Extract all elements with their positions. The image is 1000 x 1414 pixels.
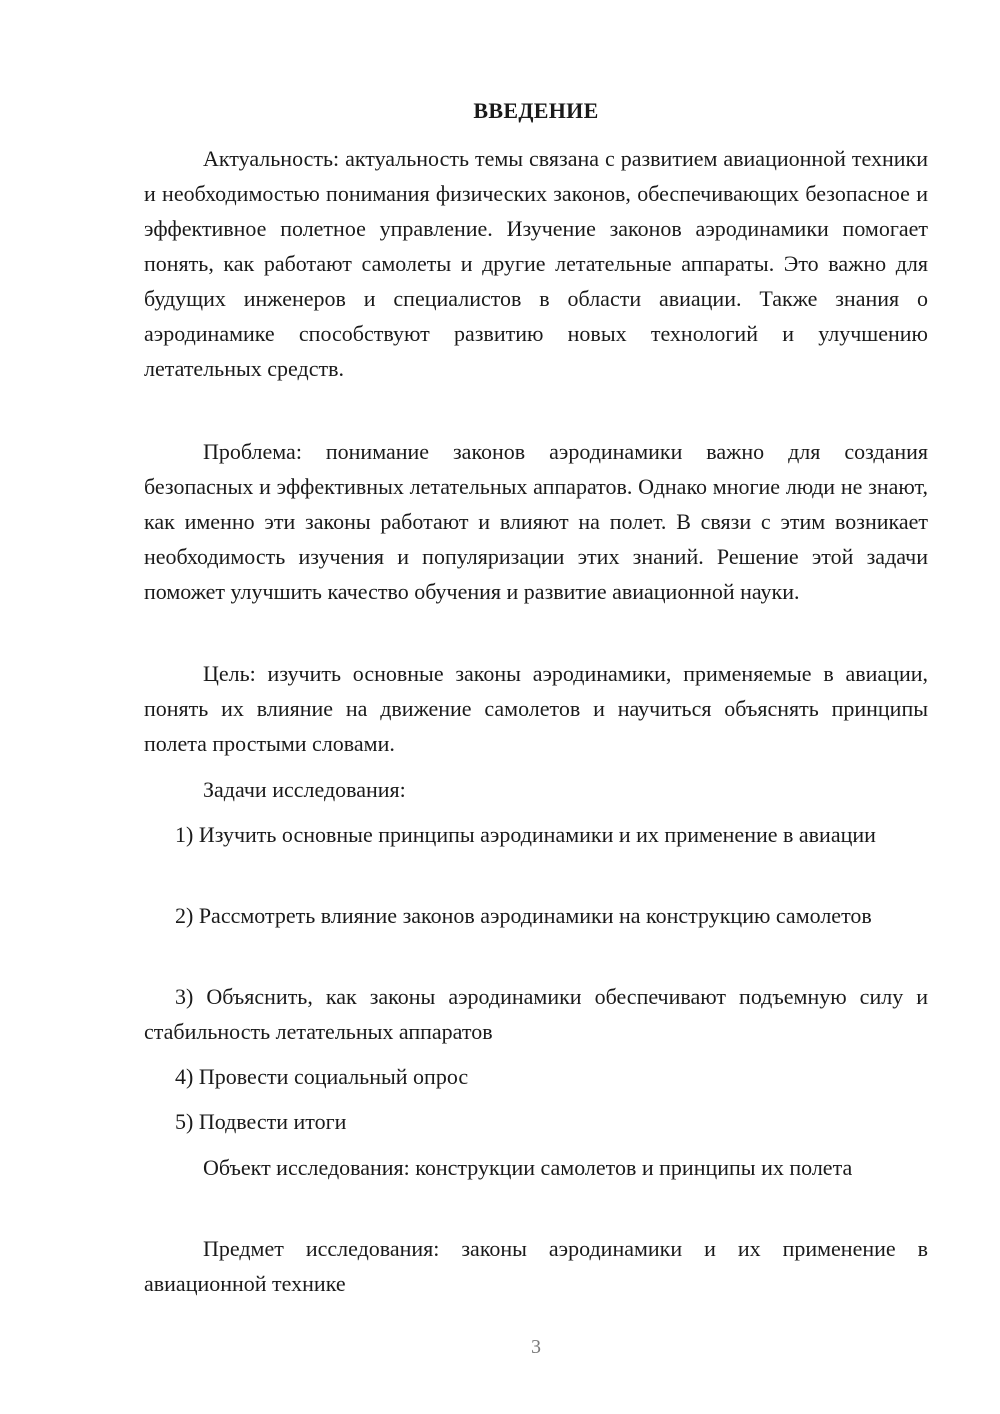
task-item-1: 1) Изучить основные принципы аэродинамики и их применение в авиации <box>175 822 876 847</box>
paragraph-problem: Проблема: понимание законов аэродинамики важно для создания безопасных и эффективных летательных аппаратов. Однако многие люди не знают, как именно эти законы работают и влияют на полет. В связи с этим возникает необходимость изучения и популяризации этих знаний. Решение этой задачи поможет улучшить качество обучения и развитие авиационной науки. <box>144 439 928 604</box>
paragraph-subject: Предмет исследования: законы аэродинамики и их применение в авиационной технике <box>144 1236 928 1296</box>
task-item-3: 3) Объяснить, как законы аэродинамики обеспечивают подъемную силу и стабильность летательных аппаратов <box>144 984 928 1044</box>
page-number: 3 <box>531 1336 541 1358</box>
document-page <box>144 0 928 1414</box>
task-item-5: 5) Подвести итоги <box>175 1109 347 1134</box>
task-item-2: 2) Рассмотреть влияние законов аэродинамики на конструкцию самолетов <box>175 903 872 928</box>
tasks-heading: Задачи исследования: <box>203 777 406 802</box>
paragraph-goal: Цель: изучить основные законы аэродинамики, применяемые в авиации, понять их влияние на движение самолетов и научиться объяснять принципы полета простыми словами. <box>144 661 928 756</box>
paragraph-relevance: Актуальность: актуальность темы связана с развитием авиационной техники и необходимостью понимания физических законов, обеспечивающих безопасное и эффективное полетное управление. Изучение законов аэродинамики помогает понять, как работают самолеты и другие летательные аппараты. Это важно для будущих инженеров и специалистов в области авиации. Также знания о аэродинамике способствуют развитию новых технологий и улучшению летательных средств. <box>144 146 928 381</box>
task-item-4: 4) Провести социальный опрос <box>175 1064 469 1089</box>
paragraph-object: Объект исследования: конструкции самолетов и принципы их полета <box>203 1155 853 1180</box>
page-title: ВВЕДЕНИЕ <box>473 98 599 123</box>
